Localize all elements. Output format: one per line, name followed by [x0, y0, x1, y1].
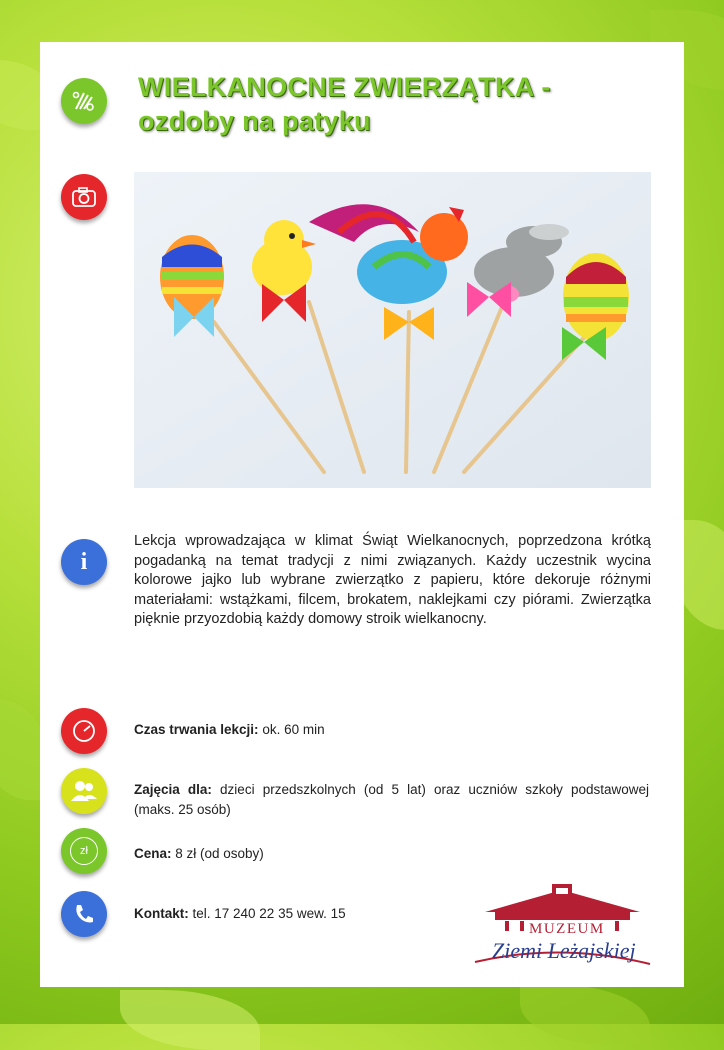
- duration-value: ok. 60 min: [258, 722, 325, 737]
- audience-label: Zajęcia dla:: [134, 782, 212, 797]
- audience-value: dzieci przedszkolnych (od 5 lat) oraz uczniów szkoły podstawowej (maks. 25 osób): [134, 782, 649, 817]
- duration-label: Czas trwania lekcji:: [134, 722, 259, 737]
- contact-row: [134, 904, 346, 924]
- camera-icon: [61, 174, 107, 220]
- info-icon: [61, 539, 107, 585]
- price-row: [134, 844, 264, 864]
- title-line-2: ozdoby na patyku: [138, 106, 371, 136]
- duration-row: [134, 720, 325, 740]
- phone-icon: [61, 891, 107, 937]
- flyer-page: [40, 42, 684, 987]
- price-icon: [61, 828, 107, 874]
- contact-value: tel. 17 240 22 35 wew. 15: [188, 906, 346, 921]
- contact-label: Kontakt:: [134, 906, 189, 921]
- crafts-icon: [61, 78, 107, 124]
- info-icon-glyph: i: [80, 548, 88, 575]
- easter-decorations-photo: [134, 172, 651, 488]
- page-title: [138, 70, 551, 138]
- title-line-1: WIELKANOCNE ZWIERZĄTKA -: [138, 72, 551, 102]
- audience-row: [134, 780, 649, 820]
- logo-bottom-text: Ziemi Leżajskiej: [492, 938, 636, 963]
- lesson-description: Lekcja wprowadzająca w klimat Świąt Wielkanocnych, poprzedzona krótką pogadanką na temat tradycji z nimi związanych. Każdy uczestnik wycina kolorowe jajko lub wybrane zwierzątko z papieru, które dekoruje różnymi materiałami: wstążkami, filcem, brokatem, naklejkami czy piórami. Zwierzątka pięknie przyozdobią każdy domowy stroik wielkanocny.: [134, 533, 651, 627]
- people-icon: [61, 768, 107, 814]
- price-value: 8 zł (od osoby): [171, 846, 264, 861]
- leaf-decoration: [520, 985, 650, 1045]
- logo-top-text: MUZEUM: [525, 921, 609, 938]
- price-label: Cena:: [134, 846, 172, 861]
- clock-icon: [61, 708, 107, 754]
- price-icon-glyph: zł: [70, 837, 98, 865]
- museum-logo: [470, 882, 655, 972]
- leaf-decoration: [120, 990, 260, 1050]
